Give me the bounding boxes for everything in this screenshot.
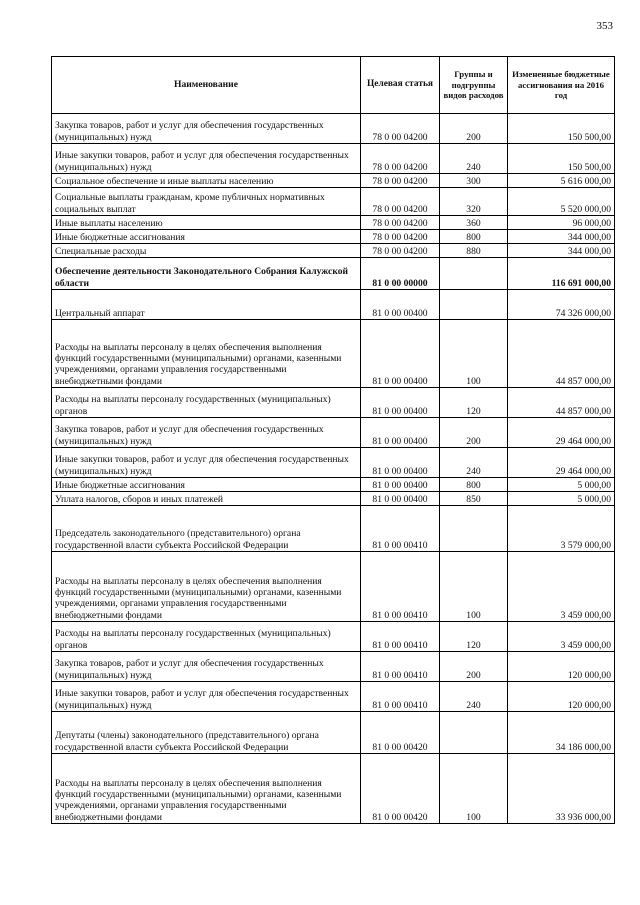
table-row — [52, 652, 615, 682]
row-name: Расходы на выплаты персоналу в целях обеспечения выполнения функций государственными (муниципальными) органами, казенными учреждениями, органами управления государственными внебюджетными фондами — [52, 320, 361, 388]
row-name: Иные закупки товаров, работ и услуг для обеспечения государственных (муниципальных) нужд — [52, 448, 361, 478]
row-expense-group — [440, 712, 508, 754]
row-amount: 120 000,00 — [508, 682, 615, 712]
row-amount: 96 000,00 — [508, 216, 615, 230]
table-row — [52, 320, 615, 388]
row-target-article: 78 0 00 04200 — [361, 114, 440, 144]
row-name: Центральный аппарат — [52, 290, 361, 320]
row-expense-group: 240 — [440, 448, 508, 478]
table-row — [52, 754, 615, 824]
table-row — [52, 258, 615, 290]
row-name: Иные выплаты населению — [52, 216, 361, 230]
row-amount: 5 616 000,00 — [508, 174, 615, 188]
header-changed-allocations: Измененные бюджетные ассигнования на 2016 год — [508, 57, 615, 114]
row-expense-group — [440, 290, 508, 320]
table-row — [52, 448, 615, 478]
header-expense-groups: Группы и подгруппы видов расходов — [440, 57, 508, 114]
row-target-article: 81 0 00 00410 — [361, 682, 440, 712]
row-name: Расходы на выплаты персоналу в целях обеспечения выполнения функций государственными (муниципальными) органами, казенными учреждениями, органами управления государственными внебюджетными фондами — [52, 754, 361, 824]
row-target-article: 81 0 00 00000 — [361, 258, 440, 290]
row-name: Иные бюджетные ассигнования — [52, 478, 361, 492]
table-row — [52, 552, 615, 622]
row-amount: 120 000,00 — [508, 652, 615, 682]
row-target-article: 81 0 00 00420 — [361, 712, 440, 754]
row-target-article: 78 0 00 04200 — [361, 144, 440, 174]
row-target-article: 81 0 00 00410 — [361, 506, 440, 552]
row-name: Социальное обеспечение и иные выплаты населению — [52, 174, 361, 188]
row-target-article: 81 0 00 00400 — [361, 418, 440, 448]
row-expense-group: 850 — [440, 492, 508, 506]
row-target-article: 81 0 00 00410 — [361, 622, 440, 652]
table-row — [52, 478, 615, 492]
row-amount: 150 500,00 — [508, 114, 615, 144]
row-expense-group: 240 — [440, 144, 508, 174]
table-header-row — [52, 57, 615, 114]
table-row — [52, 492, 615, 506]
table-row — [52, 712, 615, 754]
row-expense-group: 100 — [440, 754, 508, 824]
row-name: Социальные выплаты гражданам, кроме публичных нормативных социальных выплат — [52, 188, 361, 216]
table-row — [52, 216, 615, 230]
row-target-article: 81 0 00 00400 — [361, 320, 440, 388]
table-row — [52, 290, 615, 320]
table-row — [52, 188, 615, 216]
row-name: Расходы на выплаты персоналу в целях обеспечения выполнения функций государственными (муниципальными) органами, казенными учреждениями, органами управления государственными внебюджетными фондами — [52, 552, 361, 622]
row-expense-group: 200 — [440, 652, 508, 682]
table-body — [52, 114, 615, 824]
row-name: Председатель законодательного (представительного) органа государственной власти субъекта Российской Федерации — [52, 506, 361, 552]
row-name: Иные закупки товаров, работ и услуг для обеспечения государственных (муниципальных) нужд — [52, 682, 361, 712]
table-row — [52, 622, 615, 652]
row-target-article: 81 0 00 00410 — [361, 652, 440, 682]
row-name: Закупка товаров, работ и услуг для обеспечения государственных (муниципальных) нужд — [52, 114, 361, 144]
row-amount: 344 000,00 — [508, 244, 615, 258]
row-amount: 29 464 000,00 — [508, 448, 615, 478]
table-row — [52, 144, 615, 174]
row-expense-group: 300 — [440, 174, 508, 188]
row-amount: 116 691 000,00 — [508, 258, 615, 290]
row-expense-group — [440, 258, 508, 290]
row-amount: 3 459 000,00 — [508, 552, 615, 622]
table-row — [52, 418, 615, 448]
header-target-article: Целевая статья — [361, 57, 440, 114]
row-expense-group: 320 — [440, 188, 508, 216]
row-expense-group: 200 — [440, 418, 508, 448]
table-row — [52, 174, 615, 188]
page-number: 353 — [596, 20, 613, 32]
row-expense-group: 100 — [440, 320, 508, 388]
row-expense-group: 800 — [440, 230, 508, 244]
row-expense-group: 880 — [440, 244, 508, 258]
row-amount: 344 000,00 — [508, 230, 615, 244]
row-target-article: 81 0 00 00400 — [361, 388, 440, 418]
row-amount: 34 186 000,00 — [508, 712, 615, 754]
row-amount: 33 936 000,00 — [508, 754, 615, 824]
row-expense-group: 100 — [440, 552, 508, 622]
table-row — [52, 114, 615, 144]
row-expense-group — [440, 506, 508, 552]
row-name: Уплата налогов, сборов и иных платежей — [52, 492, 361, 506]
row-target-article: 78 0 00 04200 — [361, 216, 440, 230]
row-amount: 3 579 000,00 — [508, 506, 615, 552]
row-target-article: 81 0 00 00400 — [361, 478, 440, 492]
row-target-article: 78 0 00 04200 — [361, 244, 440, 258]
row-name: Расходы на выплаты персоналу государственных (муниципальных) органов — [52, 388, 361, 418]
row-name: Закупка товаров, работ и услуг для обеспечения государственных (муниципальных) нужд — [52, 652, 361, 682]
row-target-article: 81 0 00 00410 — [361, 552, 440, 622]
row-amount: 5 000,00 — [508, 492, 615, 506]
row-target-article: 78 0 00 04200 — [361, 188, 440, 216]
row-target-article: 81 0 00 00400 — [361, 448, 440, 478]
row-amount: 44 857 000,00 — [508, 388, 615, 418]
row-expense-group: 800 — [440, 478, 508, 492]
row-amount: 3 459 000,00 — [508, 622, 615, 652]
row-target-article: 81 0 00 00420 — [361, 754, 440, 824]
row-target-article: 81 0 00 00400 — [361, 492, 440, 506]
row-amount: 44 857 000,00 — [508, 320, 615, 388]
row-amount: 150 500,00 — [508, 144, 615, 174]
row-expense-group: 120 — [440, 388, 508, 418]
table-row — [52, 230, 615, 244]
row-name: Обеспечение деятельности Законодательного Собрания Калужской области — [52, 258, 361, 290]
table-row — [52, 682, 615, 712]
header-name: Наименование — [52, 57, 361, 114]
row-name: Закупка товаров, работ и услуг для обеспечения государственных (муниципальных) нужд — [52, 418, 361, 448]
row-target-article: 78 0 00 04200 — [361, 230, 440, 244]
row-target-article: 78 0 00 04200 — [361, 174, 440, 188]
table-row — [52, 244, 615, 258]
row-expense-group: 200 — [440, 114, 508, 144]
row-expense-group: 360 — [440, 216, 508, 230]
row-name: Расходы на выплаты персоналу государственных (муниципальных) органов — [52, 622, 361, 652]
row-amount: 74 326 000,00 — [508, 290, 615, 320]
row-amount: 5 520 000,00 — [508, 188, 615, 216]
row-expense-group: 120 — [440, 622, 508, 652]
row-name: Иные закупки товаров, работ и услуг для обеспечения государственных (муниципальных) нужд — [52, 144, 361, 174]
row-amount: 29 464 000,00 — [508, 418, 615, 448]
row-target-article: 81 0 00 00400 — [361, 290, 440, 320]
budget-allocation-table — [51, 56, 615, 824]
table-row — [52, 506, 615, 552]
row-expense-group: 240 — [440, 682, 508, 712]
row-name: Иные бюджетные ассигнования — [52, 230, 361, 244]
table-row — [52, 388, 615, 418]
row-name: Специальные расходы — [52, 244, 361, 258]
row-name: Депутаты (члены) законодательного (представительного) органа государственной власти субъекта Российской Федерации — [52, 712, 361, 754]
row-amount: 5 000,00 — [508, 478, 615, 492]
